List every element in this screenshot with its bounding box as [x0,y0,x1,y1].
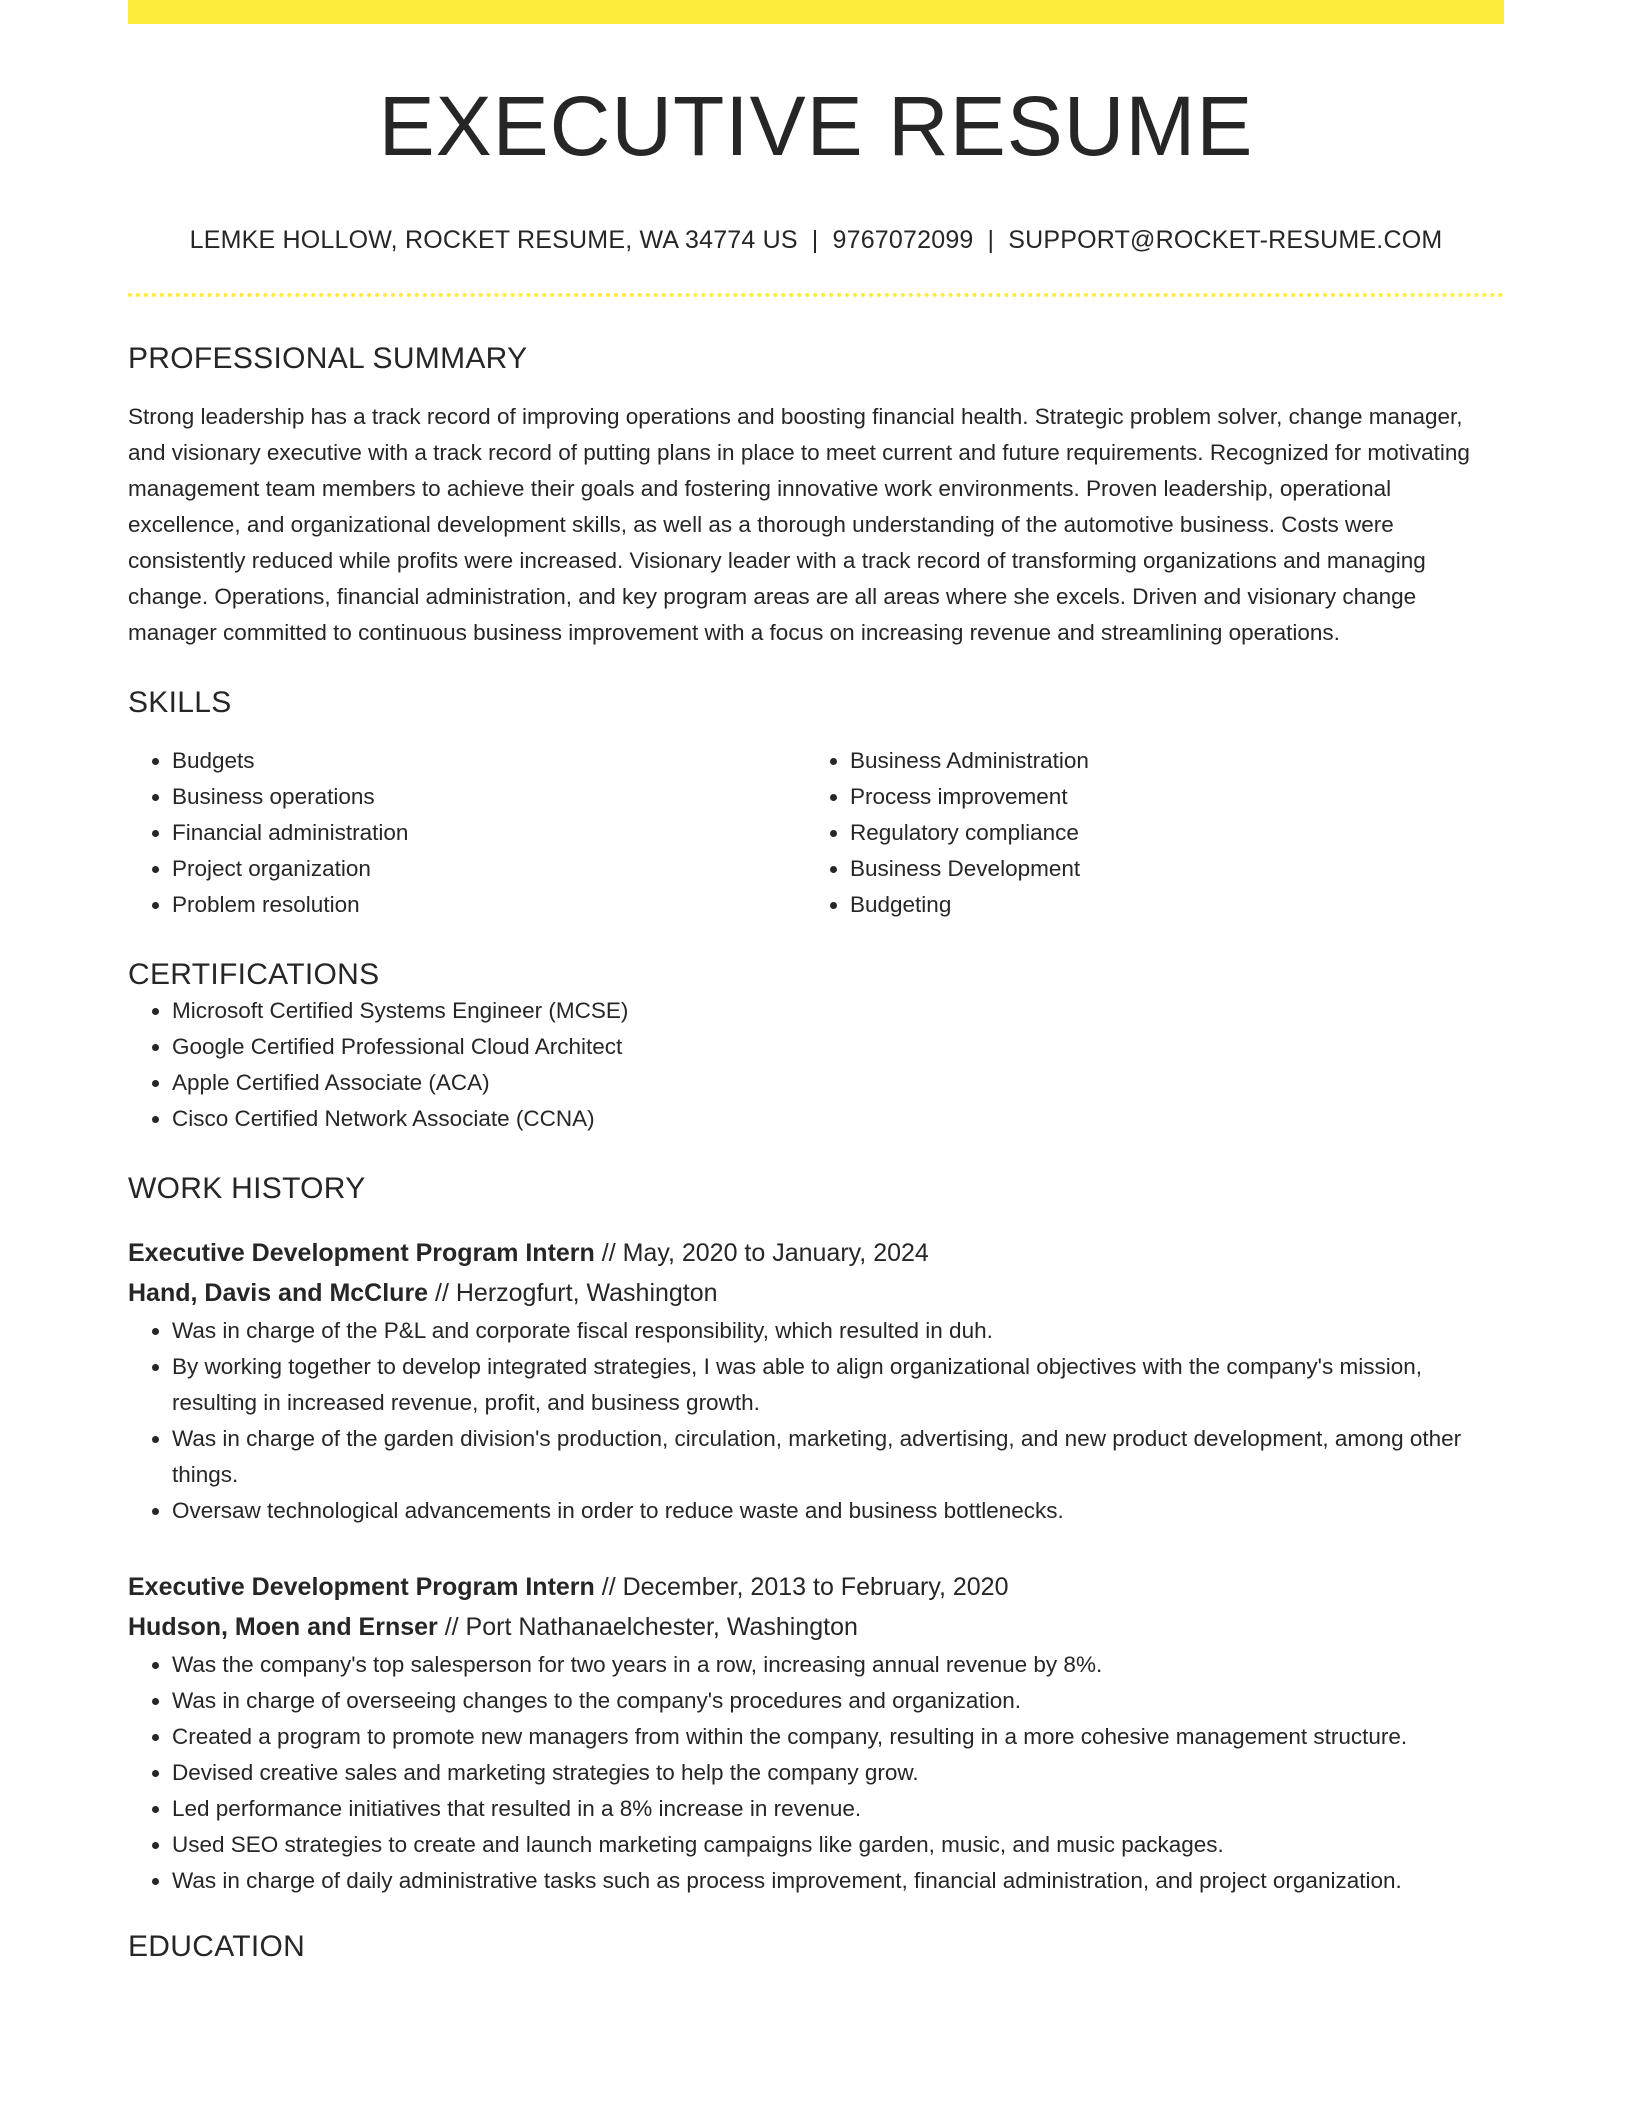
job-dates: // May, 2020 to January, 2024 [601,1239,929,1267]
certifications-list [128,993,1504,1137]
job-bullet: • By working together to develop integrated strategies, I was able to align organizational objectives with the company's mission, resulting in increased revenue, profit, and business growth. [172,1349,1504,1421]
education-heading: EDUCATION [128,1930,306,1963]
certification-item: • Google Certified Professional Cloud Architect [172,1029,1504,1065]
job-entry [128,1233,1504,1529]
skills-right-column [806,743,1484,923]
job-bullet: • Was the company's top salesperson for two years in a row, increasing annual revenue by 8%. [172,1647,1504,1683]
job-company: Hudson, Moen and Ernser [128,1613,438,1641]
skill-item: • Regulatory compliance [850,815,1484,851]
job-bullet: • Created a program to promote new managers from within the company, resulting in a more cohesive management structure. [172,1719,1504,1755]
skill-item: • Financial administration [172,815,806,851]
job-company: Hand, Davis and McClure [128,1279,429,1307]
dotted-divider [128,293,1504,297]
summary-heading: PROFESSIONAL SUMMARY [128,342,528,375]
contact-address: LEMKE HOLLOW, ROCKET RESUME, WA 34774 US [189,226,798,254]
job-dates: // December, 2013 to February, 2020 [601,1573,1009,1601]
job-location: // Port Nathanaelchester, Washington [444,1613,858,1641]
summary-text: Strong leadership has a track record of improving operations and boosting financial health. Strategic problem solver, change manager, and visionary executive with a track record of putting plans in place to meet current and future requirements. Recognized for motivating management team members to achieve their goals and fostering innovative work environments. Proven leadership, operational excellence, and organizational development skills, as well as a thorough understanding of the automotive business. Costs were consistently reduced while profits were increased. Visionary leader with a track record of transforming organizations and managing change. Operations, financial administration, and key program areas are all areas where she excels. Driven and visionary change manager committed to continuous business improvement with a focus on increasing revenue and streamlining operations. [128,404,1470,645]
job-bullet: • Was in charge of the garden division's production, circulation, marketing, advertising, and new product development, among other things. [172,1421,1504,1493]
contact-email: SUPPORT@ROCKET-RESUME.COM [1008,226,1443,254]
job-company-line [128,1607,1504,1647]
skills-right-list [806,743,1484,923]
resume-title: EXECUTIVE RESUME [378,79,1254,173]
job-bullet: • Was in charge of the P&L and corporate fiscal responsibility, which resulted in duh. [172,1313,1504,1349]
job-bullet: • Oversaw technological advancements in order to reduce waste and business bottlenecks. [172,1493,1504,1529]
job-bullet: • Was in charge of overseeing changes to the company's procedures and organization. [172,1683,1504,1719]
skills-left-list [128,743,806,923]
skill-item: • Business operations [172,779,806,815]
resume-page [128,0,1504,1965]
job-bullet: • Used SEO strategies to create and launch marketing campaigns like garden, music, and music packages. [172,1827,1504,1863]
skill-item: • Budgets [172,743,806,779]
job-bullet: • Led performance initiatives that resulted in a 8% increase in revenue. [172,1791,1504,1827]
contact-line [128,226,1504,255]
contact-separator: | [987,226,995,254]
certifications-heading: CERTIFICATIONS [128,958,380,991]
job-title: Executive Development Program Intern [128,1573,595,1601]
contact-separator: | [811,226,819,254]
job-bullets [128,1647,1504,1899]
skill-item: • Business Development [850,851,1484,887]
accent-top-bar [128,0,1504,24]
job-location: // Herzogfurt, Washington [435,1279,718,1307]
job-bullet: • Devised creative sales and marketing strategies to help the company grow. [172,1755,1504,1791]
job-bullet: • Was in charge of daily administrative tasks such as process improvement, financial administration, and project organization. [172,1863,1504,1899]
certification-item: • Apple Certified Associate (ACA) [172,1065,1504,1101]
job-title-line [128,1567,1504,1607]
skill-item: • Budgeting [850,887,1484,923]
skills-heading: SKILLS [128,686,232,719]
job-company-line [128,1273,1504,1313]
job-entry [128,1567,1504,1899]
skills-left-column [128,743,806,923]
job-title: Executive Development Program Intern [128,1239,595,1267]
skill-item: • Problem resolution [172,887,806,923]
work-history-heading: WORK HISTORY [128,1172,366,1205]
skills-grid [128,743,1504,923]
job-title-line [128,1233,1504,1273]
skill-item: • Process improvement [850,779,1484,815]
certification-item: • Cisco Certified Network Associate (CCNA) [172,1101,1504,1137]
certification-item: • Microsoft Certified Systems Engineer (MCSE) [172,993,1504,1029]
job-bullets [128,1313,1504,1529]
contact-phone: 9767072099 [832,226,974,254]
skill-item: • Business Administration [850,743,1484,779]
skill-item: • Project organization [172,851,806,887]
